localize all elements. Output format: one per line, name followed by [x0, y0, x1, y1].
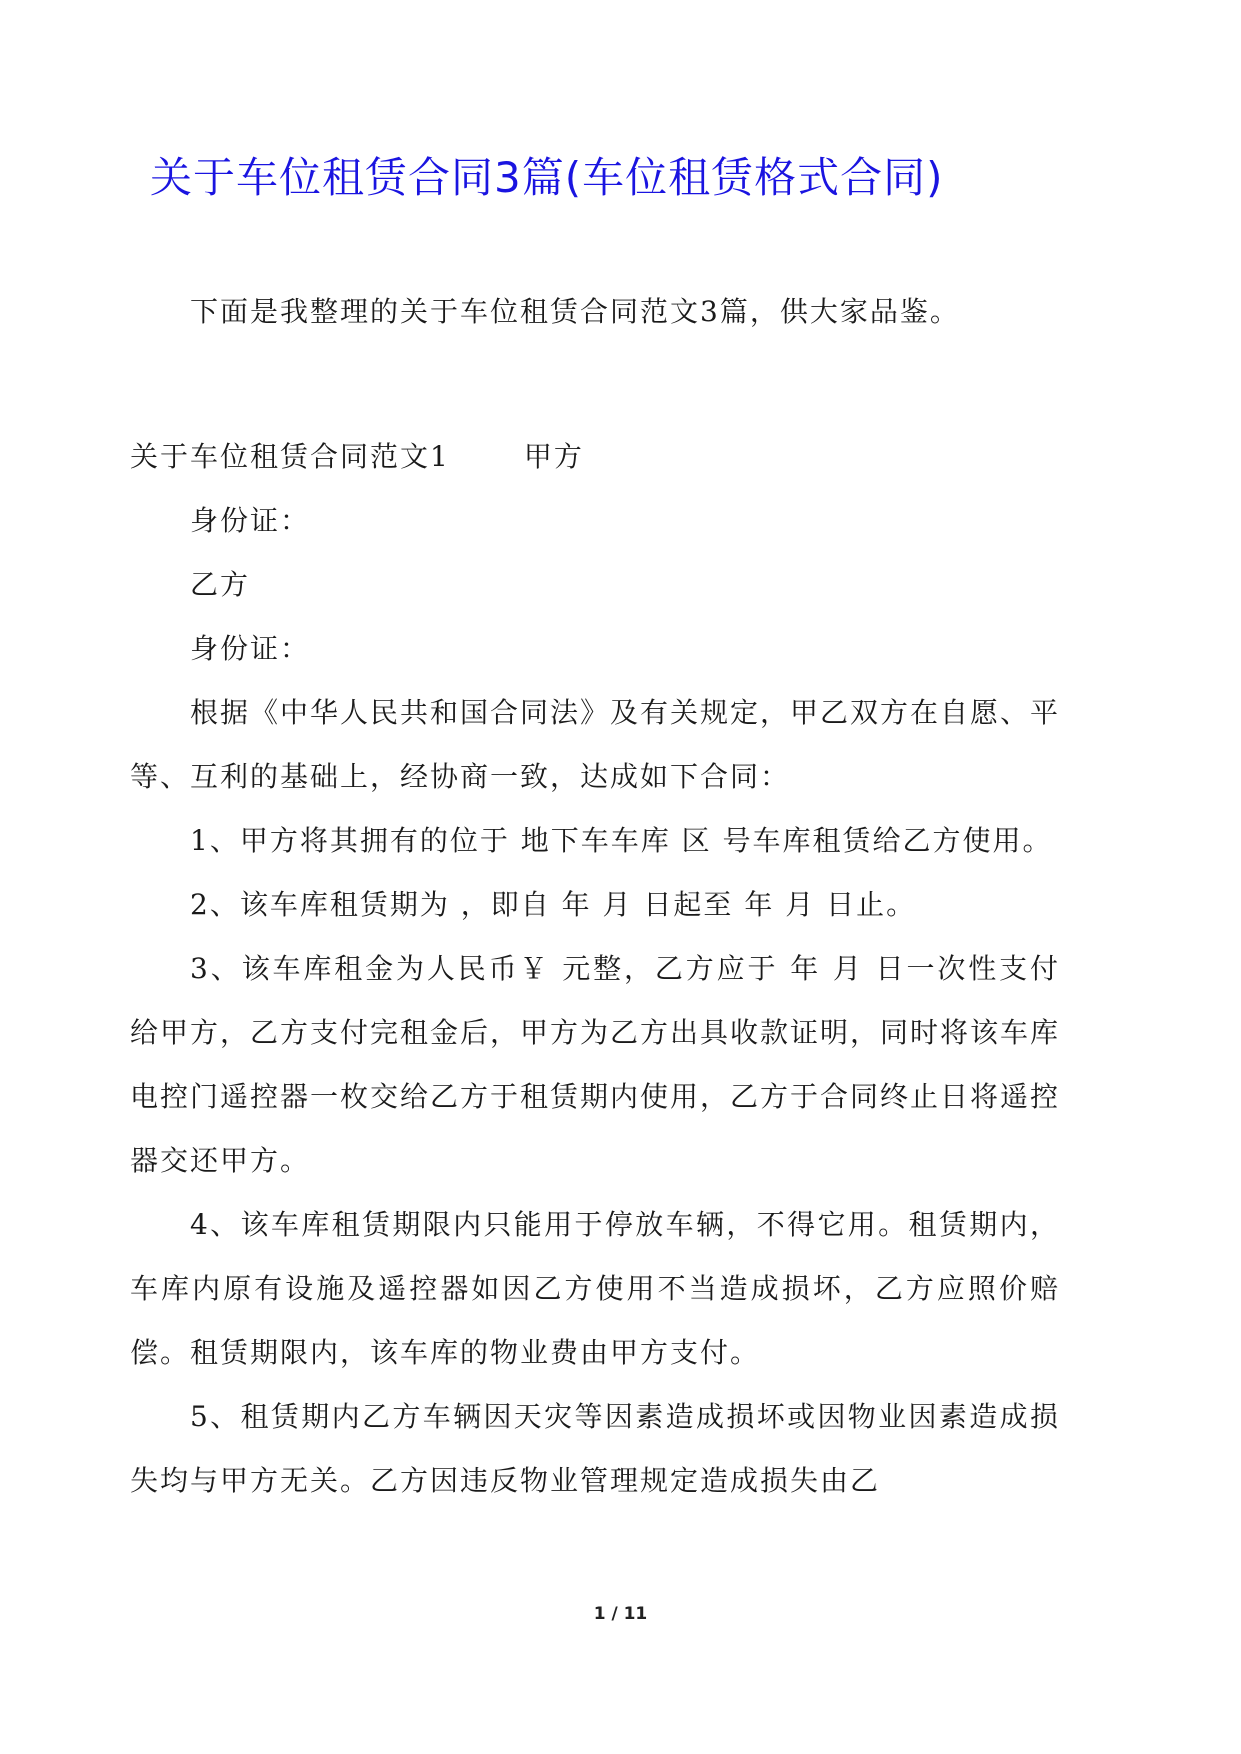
page-number: 1 / 11: [593, 1604, 648, 1624]
section-heading-label: 关于车位租赁合同范文1: [130, 440, 450, 473]
paragraph-id-a: 身份证：: [190, 504, 311, 537]
clause-5: 5、租赁期内乙方车辆因天灾等因素造成损坏或因物业因素造成损失均与甲方无关。乙方因违反物业管理规定造成损失由乙: [130, 1400, 1060, 1497]
section-heading: [130, 425, 1060, 489]
document-body: [130, 425, 1061, 1513]
section-heading-party: 甲方: [523, 440, 584, 473]
intro-paragraph: 下面是我整理的关于车位租赁合同范文3篇，供大家品鉴。: [190, 295, 960, 328]
paragraph-id-b: 身份证：: [190, 632, 311, 665]
clause-4: 4、该车库租赁期限内只能用于停放车辆，不得它用。租赁期内，车库内原有设施及遥控器如因乙方使用不当造成损坏，乙方应照价赔偿。租赁期限内，该车库的物业费由甲方支付。: [130, 1208, 1060, 1369]
paragraph-preamble: 根据《中华人民共和国合同法》及有关规定，甲乙双方在自愿、平等、互利的基础上，经协商一致，达成如下合同：: [130, 696, 1061, 793]
clause-2: 2、该车库租赁期为 ，即自 年 月 日起至 年 月 日止。: [190, 888, 917, 921]
paragraph-party-b: 乙方: [190, 568, 251, 601]
clause-1: 1、甲方将其拥有的位于 地下车车库 区 号车库租赁给乙方使用。: [190, 824, 1053, 857]
document-title: 关于车位租赁合同3篇(车位租赁格式合同): [150, 153, 944, 202]
clause-3: 3、该车库租金为人民币￥ 元整，乙方应于 年 月 日一次性支付给甲方，乙方支付完租金后，甲方为乙方出具收款证明，同时将该车库电控门遥控器一枚交给乙方于租赁期内使用，乙方于合同终止日将遥控器交还甲方。: [130, 952, 1061, 1177]
